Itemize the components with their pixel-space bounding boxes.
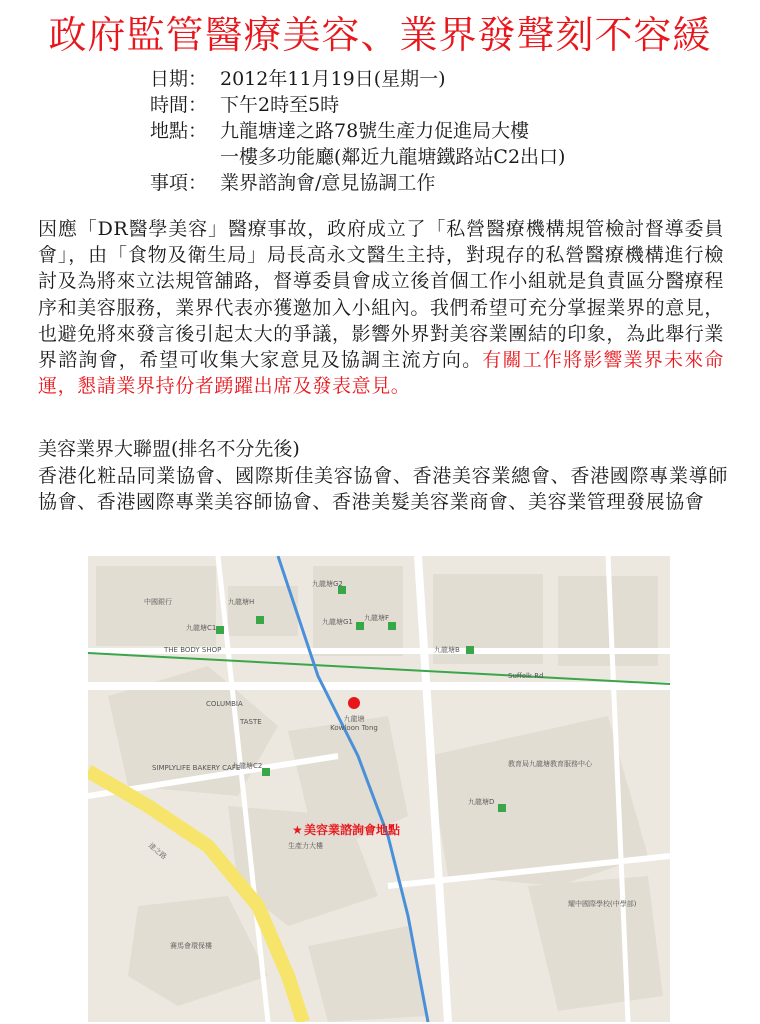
date-row (150, 66, 565, 92)
station-label-zh: 九龍塘 (343, 715, 365, 723)
map-label: 九龍塘B (434, 646, 460, 654)
road-label-tat-chee: 達之路 (146, 841, 168, 862)
map-label: 耀中國際學校(中學部) (568, 900, 637, 908)
time-label: 時間： (150, 94, 208, 116)
place-value-line2: 一樓多功能廳(鄰近九龍塘鐵路站C2出口) (220, 146, 566, 168)
location-map[interactable] (88, 556, 670, 1022)
map-label: 九龍塘G2 (312, 580, 343, 588)
date-value: 2012年11月19日(星期一) (220, 68, 446, 90)
body-paragraph (38, 216, 724, 399)
highlight-text: 有關工作將影響業界未來命運，懇請業界持份者踴躍出席及發表意見。 (38, 349, 724, 398)
item-value: 業界諮詢會/意見協調工作 (220, 172, 436, 194)
map-label: 九龍塘D (468, 798, 495, 806)
place-row (150, 118, 565, 144)
exit-icon (388, 622, 396, 630)
page-title: 政府監管醫療美容、業界發聲刻不容緩 (48, 13, 712, 57)
map-label: SIMPLYLIFE BAKERY CAFE (152, 764, 241, 772)
exit-icon (466, 646, 474, 654)
map-label: 中國銀行 (144, 598, 172, 606)
alliance-title: 美容業界大聯盟(排名不分先後) (38, 438, 300, 460)
map-label: 賽馬會環保樓 (170, 942, 212, 950)
station-icon (348, 697, 360, 709)
item-label: 事項： (150, 172, 208, 194)
event-info (150, 66, 565, 196)
body-text: 因應「DR醫學美容」醫療事故，政府成立了「私營醫療機構規管檢討督導委員會」，由「食物及衛生局」局長高永文醫生主持，對現存的私營醫療機構進行檢討及為將來立法規管舖路，督導委員會成立後首個工作小組就是負責區分醫療程序和美容服務，業界代表亦獲邀加入小組內。我們希望可充分掌握業界的意見，也避免將來發言後引起太大的爭議，影響外界對美容業團結的印象，為此舉行業界諮詢會，希望可收集大家意見及協調主流方向。 (38, 218, 725, 372)
map-label: COLUMBIA (206, 700, 243, 708)
map-label: 生產力大樓 (288, 842, 323, 850)
exit-icon (262, 768, 270, 776)
item-row (150, 170, 565, 196)
map-label: 九龍塘H (228, 598, 255, 606)
venue-label: 美容業諮詢會地點 (304, 823, 401, 837)
map-label: 九龍塘C2 (232, 762, 263, 770)
exit-icon (498, 804, 506, 812)
road-label-suffolk: Suffolk Rd (508, 672, 544, 680)
exit-icon (356, 622, 364, 630)
date-label: 日期： (150, 68, 208, 90)
place-row-2 (150, 144, 565, 170)
alliance-members: 香港化粧品同業協會、國際斯佳美容協會、香港美容業總會、香港國際專業導師協會、香港國際專業美容師協會、香港美髮美容業商會、美容業管理發展協會 (38, 465, 728, 514)
map-label: 九龍塘G1 (322, 618, 353, 626)
venue-star-icon: ★ (292, 823, 303, 837)
map-label: 教育局九龍塘教育服務中心 (508, 760, 592, 768)
station-label-en: Kowloon Tong (330, 724, 378, 732)
map-label: TASTE (240, 718, 262, 726)
map-label: 九龍塘C1 (186, 624, 217, 632)
map-label: THE BODY SHOP (164, 646, 222, 654)
place-value-line1: 九龍塘達之路78號生產力促進局大樓 (220, 120, 530, 142)
time-value: 下午2時至5時 (220, 94, 340, 116)
map-canvas (88, 556, 670, 1022)
place-label: 地點： (150, 120, 208, 142)
time-row (150, 92, 565, 118)
exit-icon (256, 616, 264, 624)
exit-icon (216, 626, 224, 634)
map-label: 九龍塘F (364, 614, 390, 622)
